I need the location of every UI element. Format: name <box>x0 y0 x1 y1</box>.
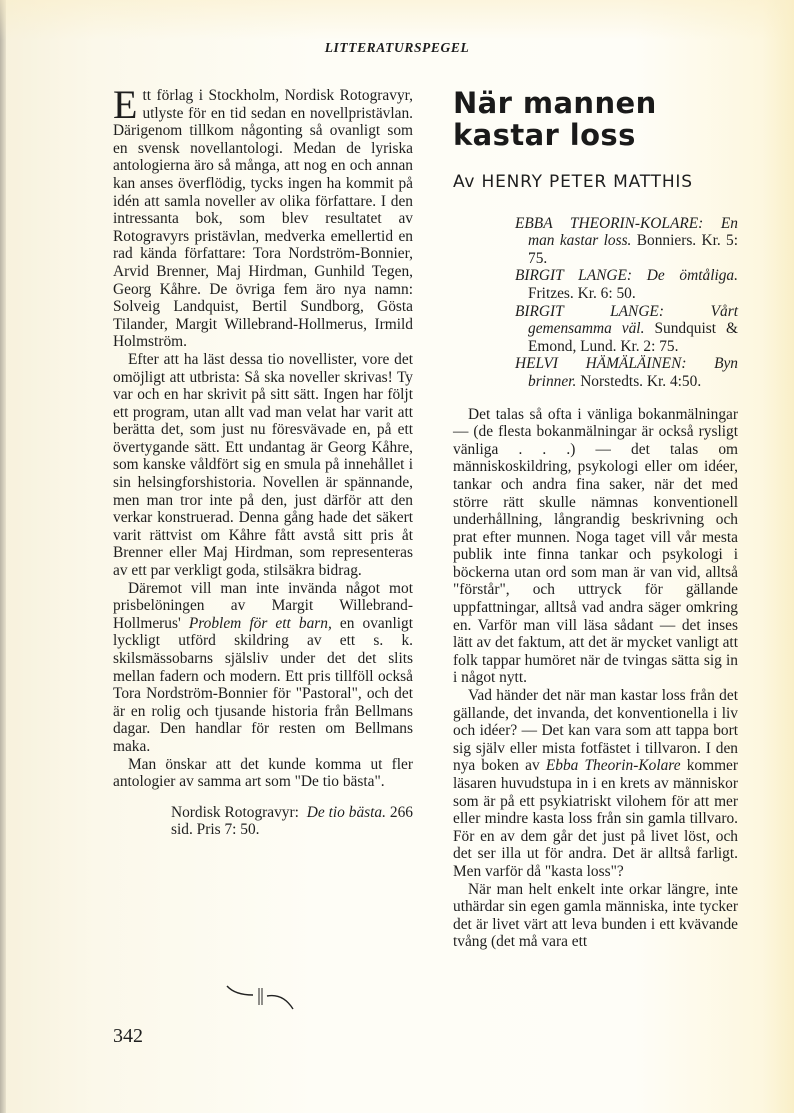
right-paragraph-1: Det talas så ofta i vänliga bokanmälningar — (de flesta bokanmälningar är också rysligt vänliga . . .) — det talas om människoskildring, psykologi eller om idéer, tankar och andra fina saker, när det med större rätt skulle nämnas konventionell underhållning, långrandig beskrivning och prat efter munnen. Noga taget vill vår mesta publik inte finna tankar och psykologi i böckerna utan ord som man är van vid, alltså "förstår", och uttryck för gällande uppfattningar, alltså vad andra säger omkring en. Varför man vill läsa sådant — det inses lätt av det faktum, att det är mycket vanligt att folk tappar humöret när de tvingas sätta sig in i något nytt. <box>453 405 738 687</box>
article-byline: Av HENRY PETER MATTHIS <box>453 172 693 192</box>
reviewed-book: BIRGIT LANGE: De ömtåliga. Fritzes. Kr. 6: 50. <box>515 267 738 302</box>
book-title-problem: Problem för ett barn, <box>188 614 332 632</box>
author-name-italic: Ebba Theorin-Kolare <box>545 757 681 775</box>
right-paragraph-2: Vad händer det när man kastar loss från det gällande, det invanda, det konventionella i liv och idéer? — Det kan vara som att tappa bort sig själv eller mista fotfästet i tillvaron. I den nya boken av Ebba Theorin-Kolare kommer läsaren huvudstupa in i en krets av människor som är på ett psykiatriskt vilohem för att mer eller mindre kasta loss från sin gamla tillvaro. För en av dem går det just på livet löst, och det ser illa ut för andra. Det är alltså farligt. Men varför då "kasta loss"? <box>453 687 738 880</box>
reviewed-book: EBBA THEORIN-KOLARE: En man kastar loss. Bonniers. Kr. 5: 75. <box>515 214 738 267</box>
left-paragraph-1: Ett förlag i Stockholm, Nordisk Rotogravyr, utlyste för en tid sedan en novellpristävlan. Därigenom tillkom någonting så ovanligt som en svensk novellantologi. Medan de lyriska antologierna äro så många, att nog en och annan kan anses överflödig, tycks ingen ha kommit på idén att samla noveller av olika författare. I den intressanta bok, som blev resultatet av Rotogravyrs pristävlan, medverka emellertid en rad kända författare: Tora Nordström-Bonnier, Arvid Brenner, Maj Hirdman, Gunhild Tegen, Georg Kåhre. De övriga fem äro nya namn: Solveig Landquist, Bertil Sundborg, Gösta Tilander, Margit Willebrand-Hollmerus, Irmild Holmström. <box>113 82 413 351</box>
left-paragraph-4: Man önskar att det kunde komma ut fler antologier av samma art som "De tio bästa". <box>113 755 413 791</box>
right-column <box>453 87 738 951</box>
right-paragraph-3: När man helt enkelt inte orkar längre, inte uthärdar sin egen gamla människa, inte tycker det är livet värt att leva bunden i ett kvävande tvång (det må vara ett <box>453 880 738 951</box>
page-number: 342 <box>113 1025 143 1047</box>
book-reference: Nordisk Rotogravyr: De tio bästa. 266 sid. Pris 7: 50. <box>171 803 413 839</box>
section-divider-ornament-icon <box>225 983 300 1013</box>
running-head: LITTERATURSPEGEL <box>324 40 470 55</box>
article-title: När mannen kastar loss <box>453 86 657 152</box>
reviewed-books-list <box>515 215 738 391</box>
page-edge-shadow <box>0 0 6 1113</box>
reviewed-book: HELVI HÄMÄLÄINEN: Byn brinner. Norstedts. Kr. 4:50. <box>515 355 738 390</box>
left-paragraph-2: Efter att ha läst dessa tio novellister, vore det omöjligt att utbrista: Så ska noveller skrivas! Ty var och en har skrivit på sitt sätt. Ingen har följt ett program, utan allt vad man velat har varit att berätta det, som just nu föresvävade en, på ett övertygande sätt. Ett undantag är Georg Kåhre, som kanske våldfört sig en smula på innehållet i sin helsingforshistoria. Novellen är spännande, men man tror inte på den, just därför att den verkar konstruerad. Denna gång hade det säkert varit rättvist om Kåhre fått avstå sitt pris åt Brenner eller Maj Hirdman, som representeras av ett par verkligt goda, stilsäkra bidrag. <box>113 350 413 580</box>
left-column <box>113 82 413 839</box>
page-top-tint <box>0 0 794 40</box>
reviewed-book: BIRGIT LANGE: Vårt gemensamma väl. Sundquist & Emond, Lund. Kr. 2: 75. <box>515 302 738 355</box>
left-paragraph-3: Däremot vill man inte invända något mot prisbelöningen av Margit Willebrand-Hollmerus' Problem för ett barn, en ovanligt lyckligt utförd skildring av ett s. k. skilsmässobarns själsliv under det det slits mellan fadern och modern. Ett pris tillföll också Tora Nordström-Bonnier för "Pastoral", och det är en rolig och tjusande historia från Bellmans dagar. Den handlar för resten om Bellmans maka. <box>113 579 413 755</box>
drop-cap: E <box>113 82 138 127</box>
